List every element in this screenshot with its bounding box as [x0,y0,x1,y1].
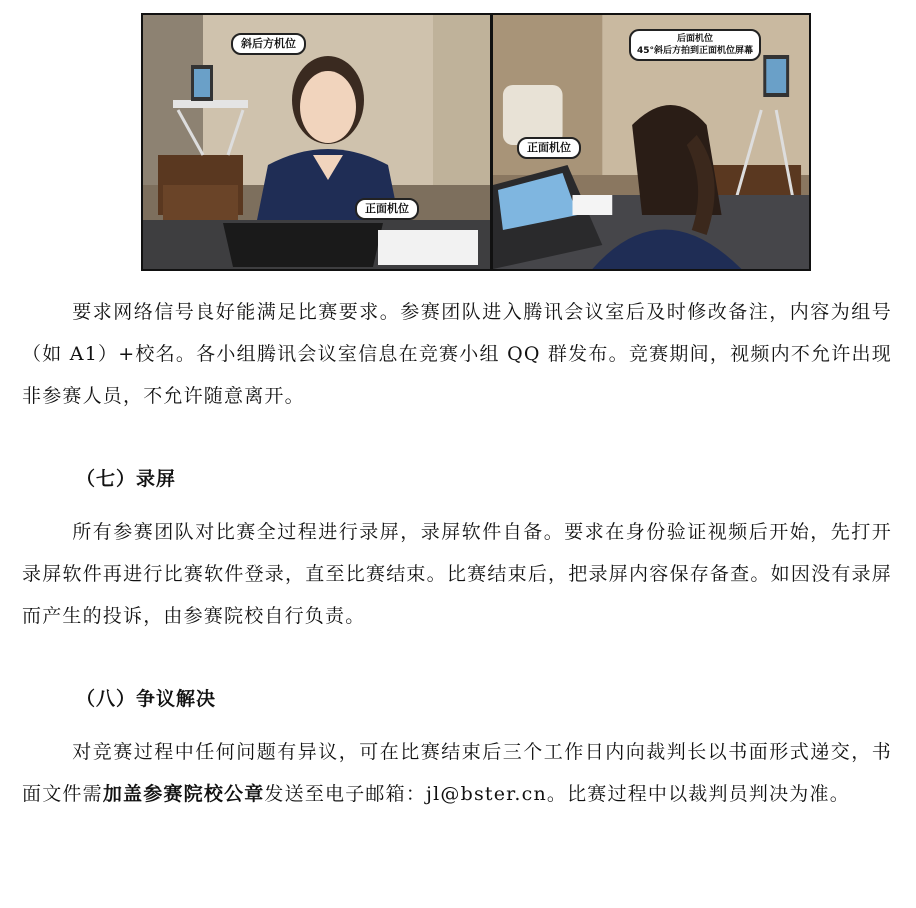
left-photo [143,15,490,269]
photo-figure [141,13,811,271]
label-rear-camera-line2: 45°斜后方拍到正面机位屏幕 [637,46,754,56]
paragraph-screen-recording [22,511,892,637]
paragraph-network-requirements [22,291,892,417]
section-heading-recording: （七）录屏 [76,468,177,490]
left-photo-scene [143,15,490,269]
paragraph-recording-text: 所有参赛团队对比赛全过程进行录屏，录屏软件自备。要求在身份验证视频后开始，先打开录屏软件再进行比赛软件登录，直至比赛结束。比赛结束后，把录屏内容保存备查。如因没有录屏而产生的投诉，由参赛院校自行负责。 [22,521,892,627]
paragraph-dispute-text-after: 发送至电子邮箱：jl@bster.cn。比赛过程中以裁判员判决为准。 [264,783,850,805]
label-front-camera-right: 正面机位 [517,137,581,159]
right-photo [493,15,809,269]
label-front-camera-left: 正面机位 [355,198,419,220]
paragraph-dispute-text-before: 对竞赛过程中任何问题有异议，可在比赛结束后三个工作日内向裁判长以书面形式递交，书面文件需 [22,741,892,805]
paragraph-dispute-resolution [22,731,892,815]
section-heading-dispute: （八）争议解决 [76,688,217,710]
label-rear-camera [629,29,761,61]
paragraph-dispute-official-seal: 加盖参赛院校公章 [102,783,265,805]
label-rear-camera-line1: 后面机位 [677,34,714,44]
paragraph-network-text: 要求网络信号良好能满足比赛要求。参赛团队进入腾讯会议室后及时修改备注，内容为组号（如 A1）+校名。各小组腾讯会议室信息在竞赛小组 QQ 群发布。竞赛期间，视频内不允许出现非参赛人员，不允许随意离开。 [22,301,892,407]
label-oblique-camera: 斜后方机位 [231,33,306,55]
